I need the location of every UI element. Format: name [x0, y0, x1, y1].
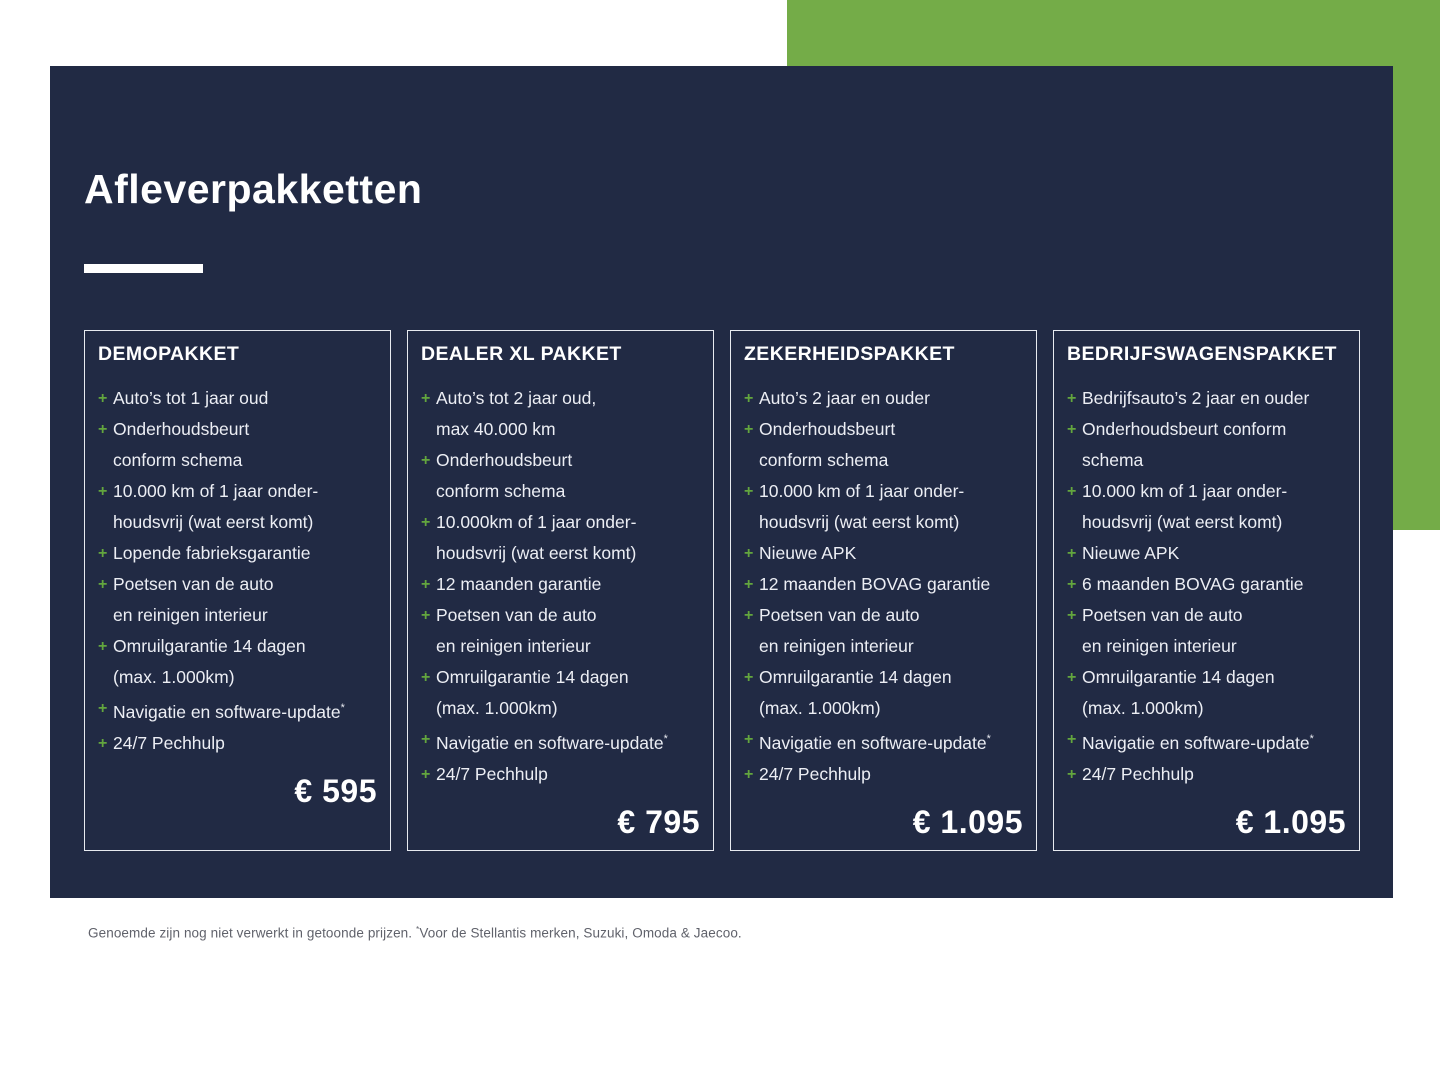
package-item — [98, 631, 377, 693]
page-title: Afleverpakketten — [84, 166, 423, 212]
package-item — [98, 693, 377, 728]
package-item — [421, 445, 700, 507]
plus-icon: + — [421, 576, 431, 593]
package-item-text: 24/7 Pechhulp — [1082, 763, 1194, 784]
title-underline — [84, 264, 203, 273]
asterisk-icon: * — [416, 924, 420, 934]
package-item — [421, 662, 700, 724]
plus-icon: + — [1067, 669, 1077, 686]
plus-icon: + — [421, 607, 431, 624]
footnote-text: Genoemde zijn nog niet verwerkt in getoonde prijzen. — [88, 925, 416, 941]
package-item — [744, 414, 1023, 476]
plus-icon: + — [744, 421, 754, 438]
plus-icon: + — [1067, 390, 1077, 407]
asterisk-icon: * — [986, 733, 991, 745]
package-title: BEDRIJFSWAGENSPAKKET — [1067, 343, 1337, 365]
package-item-text: Poetsen van de auto en reinigen interieur — [436, 605, 597, 656]
package-item — [98, 538, 377, 569]
footnote-disclaimer: Voor de Stellantis merken, Suzuki, Omoda & Jaecoo. — [419, 925, 742, 941]
package-item — [1067, 759, 1346, 790]
footnote — [88, 924, 742, 941]
package-item-text: Navigatie en software-update* — [1082, 732, 1314, 753]
package-card — [730, 330, 1037, 851]
package-item — [744, 569, 1023, 600]
package-items — [421, 383, 700, 790]
package-item — [1067, 383, 1346, 414]
package-item — [744, 662, 1023, 724]
package-item-text: Omruilgarantie 14 dagen (max. 1.000km) — [436, 667, 629, 718]
package-item-text: Navigatie en software-update* — [759, 732, 991, 753]
package-card — [84, 330, 391, 851]
package-item — [98, 728, 377, 759]
asterisk-icon: * — [663, 733, 668, 745]
package-items — [744, 383, 1023, 790]
plus-icon: + — [744, 545, 754, 562]
plus-icon: + — [744, 765, 754, 783]
asterisk-icon: * — [1309, 733, 1314, 745]
package-item — [98, 383, 377, 414]
package-item-text: Bedrijfsauto’s 2 jaar en ouder — [1082, 388, 1310, 408]
package-price: € 1.095 — [1235, 803, 1346, 840]
package-item — [744, 538, 1023, 569]
package-item — [421, 569, 700, 600]
package-item-text: Poetsen van de auto en reinigen interieur — [1082, 605, 1243, 656]
package-item-text: Nieuwe APK — [759, 543, 857, 563]
plus-icon: + — [1067, 731, 1077, 748]
plus-icon: + — [1067, 545, 1077, 562]
plus-icon: + — [98, 545, 108, 562]
plus-icon: + — [744, 576, 754, 593]
package-item-text: Onderhoudsbeurt conform schema — [1082, 419, 1287, 470]
package-cards — [84, 330, 1360, 851]
package-price: € 1.095 — [912, 803, 1023, 840]
package-item — [421, 724, 700, 759]
plus-icon: + — [744, 607, 754, 624]
package-item-text: 6 maanden BOVAG garantie — [1082, 574, 1304, 594]
package-item-text: Navigatie en software-update* — [113, 701, 345, 722]
package-items — [98, 383, 377, 759]
package-item-text: Poetsen van de auto en reinigen interieur — [759, 605, 920, 656]
package-item-text: 24/7 Pechhulp — [436, 763, 548, 784]
package-item-text: Nieuwe APK — [1082, 543, 1180, 563]
package-item — [421, 383, 700, 445]
package-price: € 595 — [294, 772, 377, 809]
package-item — [1067, 414, 1346, 476]
package-item-text: Omruilgarantie 14 dagen (max. 1.000km) — [759, 667, 952, 718]
plus-icon: + — [1067, 765, 1077, 783]
package-item-text: Omruilgarantie 14 dagen (max. 1.000km) — [1082, 667, 1275, 718]
plus-icon: + — [1067, 483, 1077, 500]
asterisk-icon: * — [340, 702, 345, 714]
package-card — [407, 330, 714, 851]
package-item — [98, 569, 377, 631]
package-title: DEMOPAKKET — [98, 343, 240, 365]
package-item-text: Onderhoudsbeurt conform schema — [113, 419, 250, 470]
package-item — [421, 759, 700, 790]
plus-icon: + — [98, 390, 108, 407]
package-item — [1067, 662, 1346, 724]
package-item-text: Auto’s 2 jaar en ouder — [759, 388, 930, 408]
package-item-text: Auto’s tot 2 jaar oud, max 40.000 km — [436, 388, 597, 439]
package-item-text: Poetsen van de auto en reinigen interieur — [113, 574, 274, 625]
plus-icon: + — [421, 390, 431, 407]
package-item — [1067, 538, 1346, 569]
package-title: ZEKERHEIDSPAKKET — [744, 343, 955, 365]
plus-icon: + — [421, 731, 431, 748]
package-item-text: 10.000km of 1 jaar onder- houdsvrij (wat eerst komt) — [436, 512, 637, 563]
package-card — [1053, 330, 1360, 851]
package-item-text: 12 maanden BOVAG garantie — [759, 574, 991, 594]
plus-icon: + — [744, 483, 754, 500]
package-item-text: Omruilgarantie 14 dagen (max. 1.000km) — [113, 636, 306, 687]
package-title: DEALER XL PAKKET — [421, 343, 622, 365]
plus-icon: + — [98, 483, 108, 500]
package-item-text: Onderhoudsbeurt conform schema — [759, 419, 896, 470]
package-item — [98, 414, 377, 476]
plus-icon: + — [1067, 421, 1077, 438]
plus-icon: + — [421, 669, 431, 686]
package-item-text: 12 maanden garantie — [436, 574, 602, 594]
package-item — [744, 600, 1023, 662]
plus-icon: + — [421, 765, 431, 783]
package-item-text: Navigatie en software-update* — [436, 732, 668, 753]
package-item — [744, 383, 1023, 414]
package-item-text: 24/7 Pechhulp — [113, 732, 225, 753]
packages-panel — [50, 66, 1393, 898]
package-item-text: 24/7 Pechhulp — [759, 763, 871, 784]
package-item — [744, 724, 1023, 759]
package-item — [1067, 724, 1346, 759]
package-item — [744, 759, 1023, 790]
package-item — [744, 476, 1023, 538]
package-item-text: 10.000 km of 1 jaar onder- houdsvrij (wat eerst komt) — [113, 481, 319, 532]
package-item — [421, 507, 700, 569]
package-item-text: Auto’s tot 1 jaar oud — [113, 388, 269, 408]
package-item-text: 10.000 km of 1 jaar onder- houdsvrij (wat eerst komt) — [759, 481, 965, 532]
package-price: € 795 — [617, 803, 700, 840]
plus-icon: + — [744, 390, 754, 407]
package-item — [1067, 476, 1346, 538]
plus-icon: + — [98, 638, 108, 655]
package-item — [421, 600, 700, 662]
package-item-text: 10.000 km of 1 jaar onder- houdsvrij (wat eerst komt) — [1082, 481, 1288, 532]
package-item-text: Onderhoudsbeurt conform schema — [436, 450, 573, 501]
plus-icon: + — [1067, 576, 1077, 593]
plus-icon: + — [98, 734, 108, 752]
plus-icon: + — [421, 452, 431, 469]
plus-icon: + — [98, 700, 108, 717]
package-item — [98, 476, 377, 538]
plus-icon: + — [744, 669, 754, 686]
plus-icon: + — [1067, 607, 1077, 624]
plus-icon: + — [744, 731, 754, 748]
plus-icon: + — [98, 421, 108, 438]
package-item — [1067, 600, 1346, 662]
plus-icon: + — [421, 514, 431, 531]
plus-icon: + — [98, 576, 108, 593]
package-item — [1067, 569, 1346, 600]
package-item-text: Lopende fabrieksgarantie — [113, 543, 311, 563]
package-items — [1067, 383, 1346, 790]
